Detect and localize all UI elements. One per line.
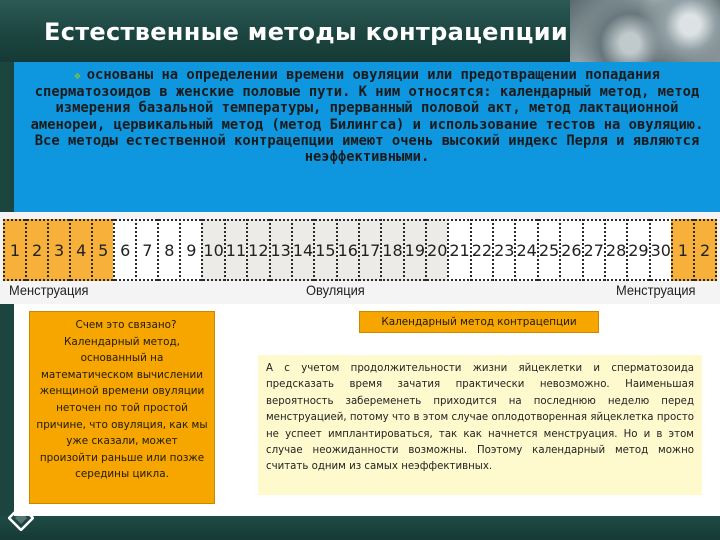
- calendar-day-cell: 11: [224, 219, 246, 281]
- calendar-day-cell: 10: [201, 219, 223, 281]
- calendar-day-cell: 19: [403, 219, 425, 281]
- calendar-day-cell: 18: [380, 219, 402, 281]
- bottom-bar: [0, 516, 720, 540]
- calendar-day-cell: 21: [447, 219, 469, 281]
- calendar-day-cell: 15: [313, 219, 335, 281]
- calendar-day-cell: 2: [693, 219, 717, 281]
- diamond-bullet-icon: ❖: [74, 69, 81, 82]
- menstruation-label-right: Менструация: [616, 282, 696, 298]
- intro-text: основаны на определении времени овуляции или предотвращении попадания сперматозоидов в женские половые пути. К ним относятся: календарный метод, метод измерения базальной температуры, прерванный половой акт, метод лактационной аменореи, цервикальный метод (метод Билингса) и использование тестов на овуляцию. Все методы естественной контрацепции имеют очень высокий индекс Перля и являются неэффективными.: [30, 67, 704, 166]
- calendar-day-cell: 17: [358, 219, 380, 281]
- calendar-day-cell: 23: [492, 219, 514, 281]
- calendar-day-cell: 6: [113, 219, 135, 281]
- calendar-day-cell: 30: [649, 219, 671, 281]
- calendar-day-cell: 3: [47, 219, 69, 281]
- calendar-day-cell: 22: [470, 219, 492, 281]
- calendar-day-cell: 4: [69, 219, 91, 281]
- calendar-day-cell: 2: [25, 219, 47, 281]
- calendar-day-cell: 9: [179, 219, 201, 281]
- why-callout: [29, 311, 215, 504]
- diamond-logo-icon: [8, 505, 34, 531]
- calendar-day-cell: 29: [626, 219, 648, 281]
- why-explanation: Календарный метод, основанный на математическом вычислении женщиной времени овуляции неточен по той простой причине, что овуляция, как мы уже сказали, может произойти раньше или позже середины цикла.: [36, 335, 208, 481]
- calendar-day-cell: 25: [537, 219, 559, 281]
- calendar-day-cell: 27: [582, 219, 604, 281]
- calendar-day-cell: 14: [291, 219, 313, 281]
- method-description: А с учетом продолжительности жизни яйцеклетки и сперматозоида предсказать время зачатия практически невозможно. Наименьшая вероятность забеременеть приходится на последнюю неделю перед менструацией, потому что в этом случае оплодотворенная яйцеклетка просто не успеет имплантироваться, так как начнется менструация. Но и в этом случае неожиданности возможны. Поэтому календарный метод можно считать одним из самых неэффективных.: [266, 363, 694, 473]
- method-description-box: [258, 355, 702, 495]
- intro-panel: [14, 62, 720, 212]
- menstruation-label-left: Менструация: [9, 282, 89, 298]
- slide-header: [0, 0, 720, 62]
- calendar-day-cell: 1: [3, 219, 25, 281]
- calendar-day-cell: 5: [91, 219, 113, 281]
- calendar-day-cell: 26: [559, 219, 581, 281]
- calendar-day-cell: 12: [246, 219, 268, 281]
- why-question: Счем это связано?: [75, 319, 177, 331]
- ovulation-label: Овуляция: [306, 282, 365, 298]
- method-title: Календарный метод контрацепции: [359, 311, 599, 333]
- calendar-day-cell: 13: [269, 219, 291, 281]
- calendar-day-cell: 24: [514, 219, 536, 281]
- calendar-day-cell: 16: [336, 219, 358, 281]
- day-strip: [3, 219, 717, 281]
- calendar-day-cell: 1: [671, 219, 693, 281]
- calendar-day-cell: 7: [135, 219, 157, 281]
- calendar-day-cell: 8: [157, 219, 179, 281]
- calendar-day-cell: 20: [425, 219, 447, 281]
- calendar-day-cell: 28: [604, 219, 626, 281]
- header-decoration-image: [570, 0, 720, 62]
- slide-title: Естественные методы контрацепции: [44, 18, 568, 46]
